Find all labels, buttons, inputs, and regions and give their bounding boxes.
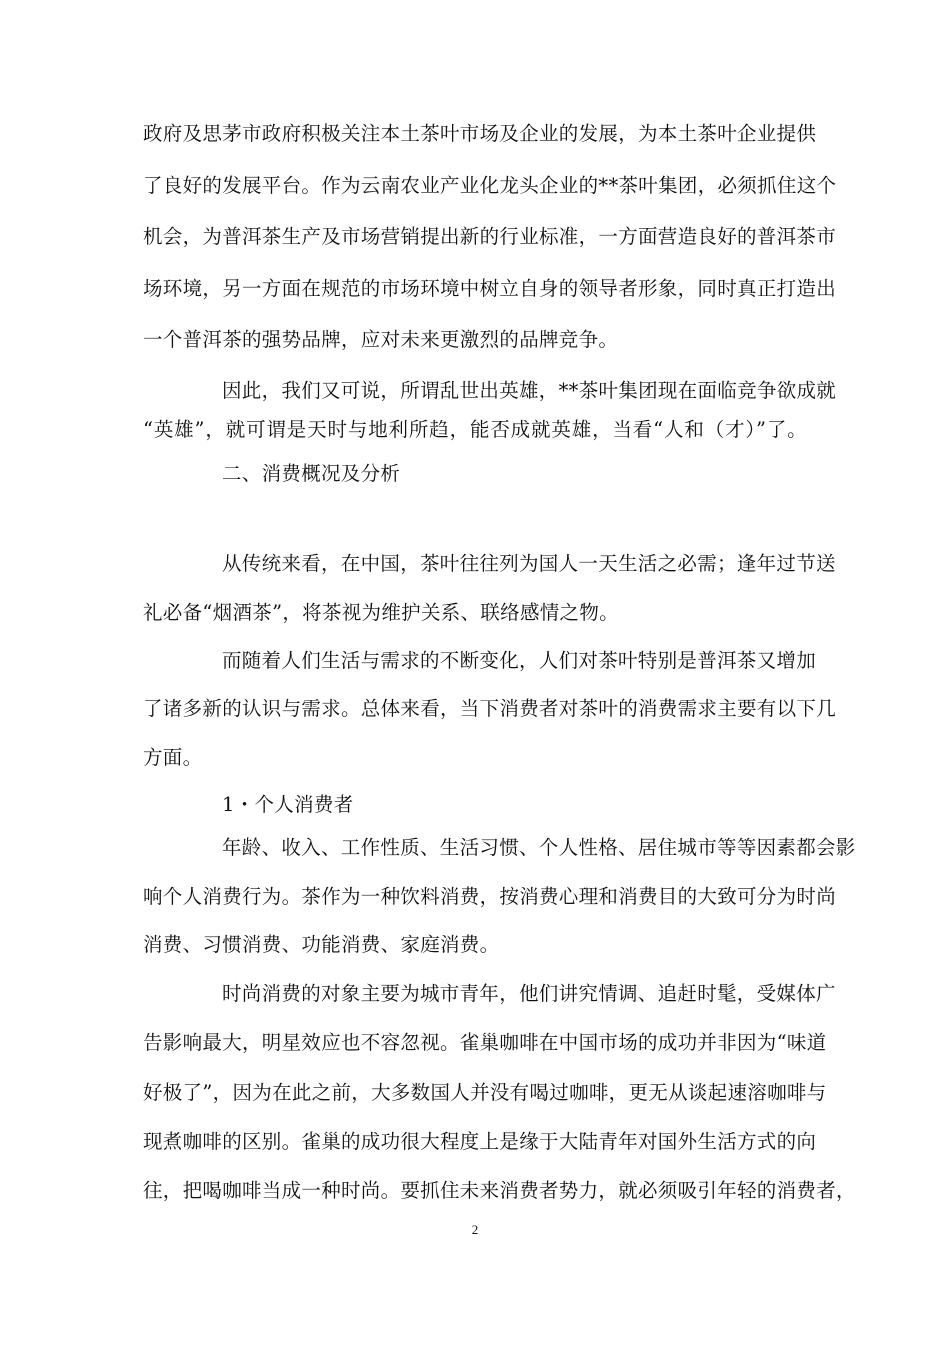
paragraph-line: 时尚消费的对象主要为城市青年，他们讲究情调、追赶时髦，受媒体广 [222, 982, 836, 1005]
paragraph-line: 年龄、收入、工作性质、生活习惯、个人性格、居住城市等等因素都会影 [222, 836, 856, 859]
paragraph-line: “英雄”，就可谓是天时与地利所趋，能否成就英雄，当看“人和（才）”了。 [143, 418, 807, 441]
paragraph-line: 消费、习惯消费、功能消费、家庭消费。 [143, 933, 500, 956]
paragraph-line: 告影响最大，明星效应也不容忽视。雀巢咖啡在中国市场的成功并非因为“味道 [143, 1031, 827, 1054]
paragraph-line: 往，把喝咖啡当成一种时尚。要抓住未来消费者势力，就必须吸引年轻的消费者， [143, 1179, 856, 1202]
paragraph-line: 政府及思茅市政府积极关注本土茶叶市场及企业的发展，为本土茶叶企业提供 [143, 122, 817, 145]
paragraph-line: 因此，我们又可说，所谓乱世出英雄，**茶叶集团现在面临竞争欲成就 [222, 379, 837, 402]
paragraph-line: 场环境，另一方面在规范的市场环境中树立自身的领导者形象，同时真正打造出 [143, 277, 837, 300]
page-number: 2 [471, 1222, 479, 1237]
paragraph-line: 好极了”，因为在此之前，大多数国人并没有喝过咖啡，更无从谈起速溶咖啡与 [143, 1081, 827, 1104]
paragraph-line: 了诸多新的认识与需求。总体来看，当下消费者对茶叶的消费需求主要有以下几 [143, 697, 837, 720]
paragraph-line: 现煮咖啡的区别。雀巢的成功很大程度上是缘于大陆青年对国外生活方式的向 [143, 1130, 817, 1153]
paragraph-line: 了良好的发展平台。作为云南农业产业化龙头企业的**茶叶集团，必须抓住这个 [143, 174, 837, 197]
paragraph-line: 机会，为普洱茶生产及市场营销提出新的行业标准，一方面营造良好的普洱茶市 [143, 225, 837, 248]
subsection-heading: 1・个人消费者 [222, 793, 354, 816]
paragraph-line: 响个人消费行为。茶作为一种饮料消费，按消费心理和消费目的大致可分为时尚 [143, 885, 837, 908]
section-heading: 二、消费概况及分析 [222, 462, 401, 485]
paragraph-line: 从传统来看，在中国，茶叶往往列为国人一天生活之必需；逢年过节送 [222, 552, 836, 575]
paragraph-line: 一个普洱茶的强势品牌，应对未来更激烈的品牌竞争。 [143, 328, 619, 351]
paragraph-line: 礼必备“烟酒茶”，将茶视为维护关系、联络感情之物。 [143, 601, 619, 624]
paragraph-line: 方面。 [143, 746, 203, 769]
paragraph-line: 而随着人们生活与需求的不断变化，人们对茶叶特别是普洱茶又增加 [222, 649, 817, 672]
